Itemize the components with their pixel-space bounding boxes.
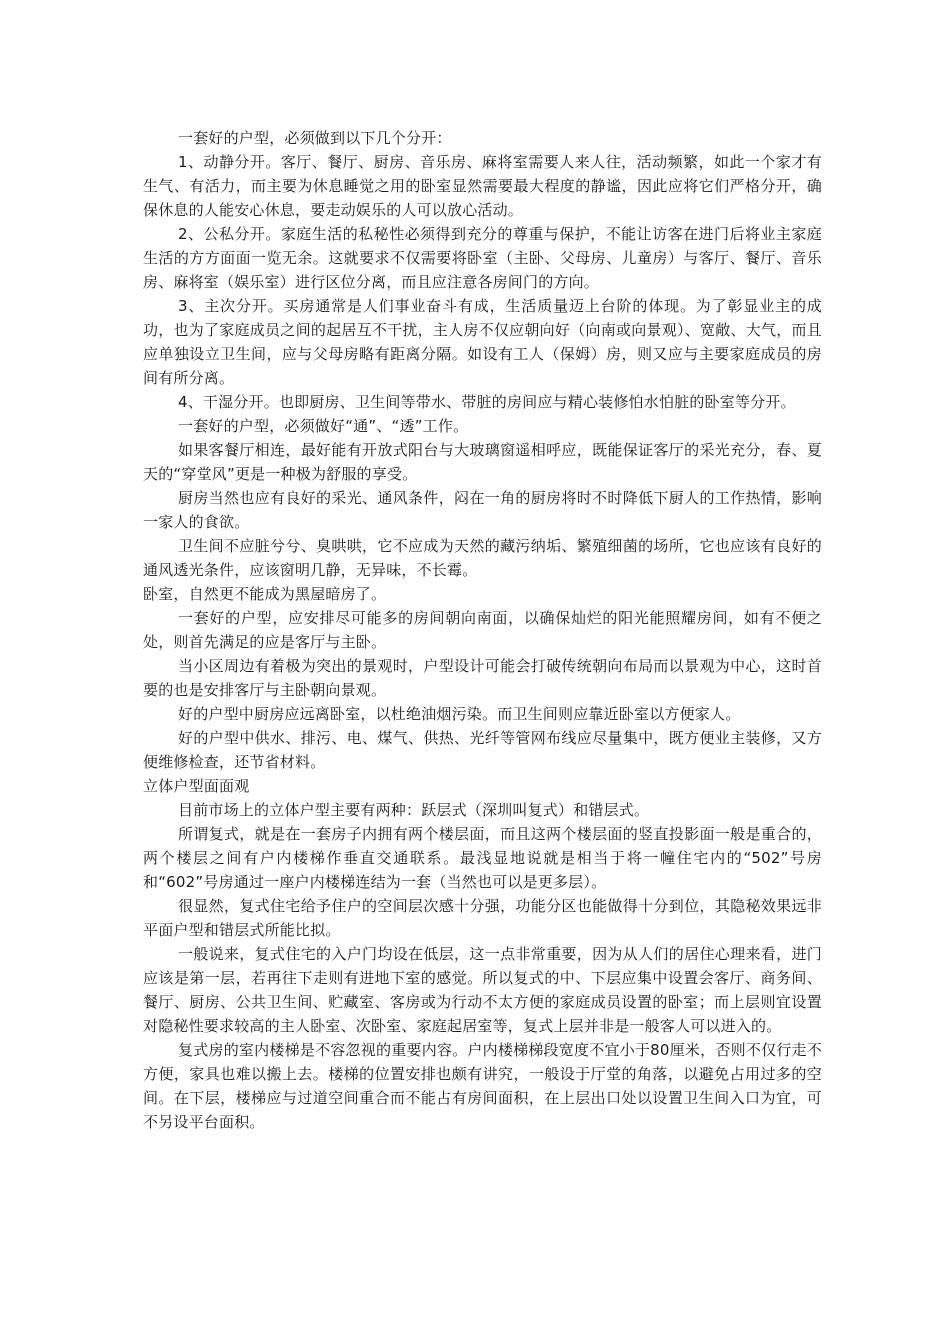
paragraph: 一般说来，复式住宅的入户门均设在低层，这一点非常重要，因为从人们的居住心理来看，进门应该是第一层，若再往下走则有进地下室的感觉。所以复式的中、下层应集中设置会客厅、商务间、餐厅、厨房、公共卫生间、贮藏室、客房或为行动不太方便的家庭成员设置的卧室；而上层则宜设置对隐秘性要求较高的主人卧室、次卧室、家庭起居室等，复式上层并非是一般客人可以进入的。: [143, 945, 822, 1035]
paragraph: 如果客餐厅相连，最好能有开放式阳台与大玻璃窗遥相呼应，既能保证客厅的采光充分，春、夏天的“穿堂风”更是一种极为舒服的享受。: [143, 441, 822, 483]
paragraph: 目前市场上的立体户型主要有两种：跃层式（深圳叫复式）和错层式。: [178, 801, 650, 819]
paragraph: 复式房的室内楼梯是不容忽视的重要内容。户内楼梯梯段宽度不宜小于80厘米，否则不仅行走不方便，家具也难以搬上去。楼梯的位置安排也颇有讲究，一般设于厅堂的角落，以避免占用过多的空间。在下层，楼梯应与过道空间重合而不能占有房间面积，在上层出口处以设置卫生间入口为宜，可不另设平台面积。: [143, 1041, 822, 1131]
paragraph: 1、动静分开。客厅、餐厅、厨房、音乐房、麻将室需要人来人往，活动频繁，如此一个家才有生气、有活力，而主要为休息睡觉之用的卧室显然需要最大程度的静谧，因此应将它们严格分开，确保休息的人能安心休息，要走动娱乐的人可以放心活动。: [143, 153, 822, 219]
paragraph: 很显然，复式住宅给予住户的空间层次感十分强，功能分区也能做得十分到位，其隐秘效果远非平面户型和错层式所能比拟。: [143, 897, 822, 939]
paragraph: 4、干湿分开。也即厨房、卫生间等带水、带脏的房间应与精心装修怕水怕脏的卧室等分开。: [178, 393, 796, 411]
paragraph: 厨房当然也应有良好的采光、通风条件，闷在一角的厨房将时不时降低下厨人的工作热情，影响一家人的食欲。: [143, 489, 822, 531]
paragraph: 卧室，自然更不能成为黑屋暗房了。: [143, 585, 387, 603]
paragraph: 一套好的户型，应安排尽可能多的房间朝向南面，以确保灿烂的阳光能照耀房间，如有不便之处，则首先满足的应是客厅与主卧。: [143, 609, 822, 651]
paragraph: 当小区周边有着极为突出的景观时，户型设计可能会打破传统朝向布局而以景观为中心，这时首要的也是安排客厅与主卧朝向景观。: [143, 657, 822, 699]
document-body: [143, 126, 822, 1134]
paragraph: 所谓复式，就是在一套房子内拥有两个楼层面，而且这两个楼层面的竖直投影面一般是重合的，两个楼层之间有户内楼梯作垂直交通联系。最浅显地说就是相当于将一幢住宅内的“502”号房和“602”号房通过一座户内楼梯连结为一套（当然也可以是更多层）。: [143, 825, 822, 891]
paragraph: 一套好的户型，必须做好“通”、“透”工作。: [178, 417, 469, 435]
paragraph: 一套好的户型，必须做到以下几个分开：: [178, 129, 452, 147]
paragraph: 3、主次分开。买房通常是人们事业奋斗有成，生活质量迈上台阶的体现。为了彰显业主的成功，也为了家庭成员之间的起居互不干扰，主人房不仅应朝向好（向南或向景观）、宽敞、大气，而且应单独设立卫生间，应与父母房略有距离分隔。如设有工人（保姆）房，则又应与主要家庭成员的房间有所分离。: [143, 297, 822, 387]
paragraph: 卫生间不应脏兮兮、臭哄哄，它不应成为天然的藏污纳垢、繁殖细菌的场所，它也应该有良好的通风透光条件，应该窗明几静，无异味，不长霉。: [143, 537, 822, 579]
paragraph: 2、公私分开。家庭生活的私秘性必须得到充分的尊重与保护，不能让访客在进门后将业主家庭生活的方方面面一览无余。这就要求不仅需要将卧室（主卧、父母房、儿童房）与客厅、餐厅、音乐房、麻将室（娱乐室）进行区位分离，而且应注意各房间门的方向。: [143, 225, 822, 291]
section-heading: 立体户型面面观: [143, 777, 250, 795]
paragraph: 好的户型中供水、排污、电、煤气、供热、光纤等管网布线应尽量集中，既方便业主装修，又方便维修检查，还节省材料。: [143, 729, 822, 771]
paragraph: 好的户型中厨房应远离卧室，以杜绝油烟污染。而卫生间则应靠近卧室以方便家人。: [178, 705, 741, 723]
